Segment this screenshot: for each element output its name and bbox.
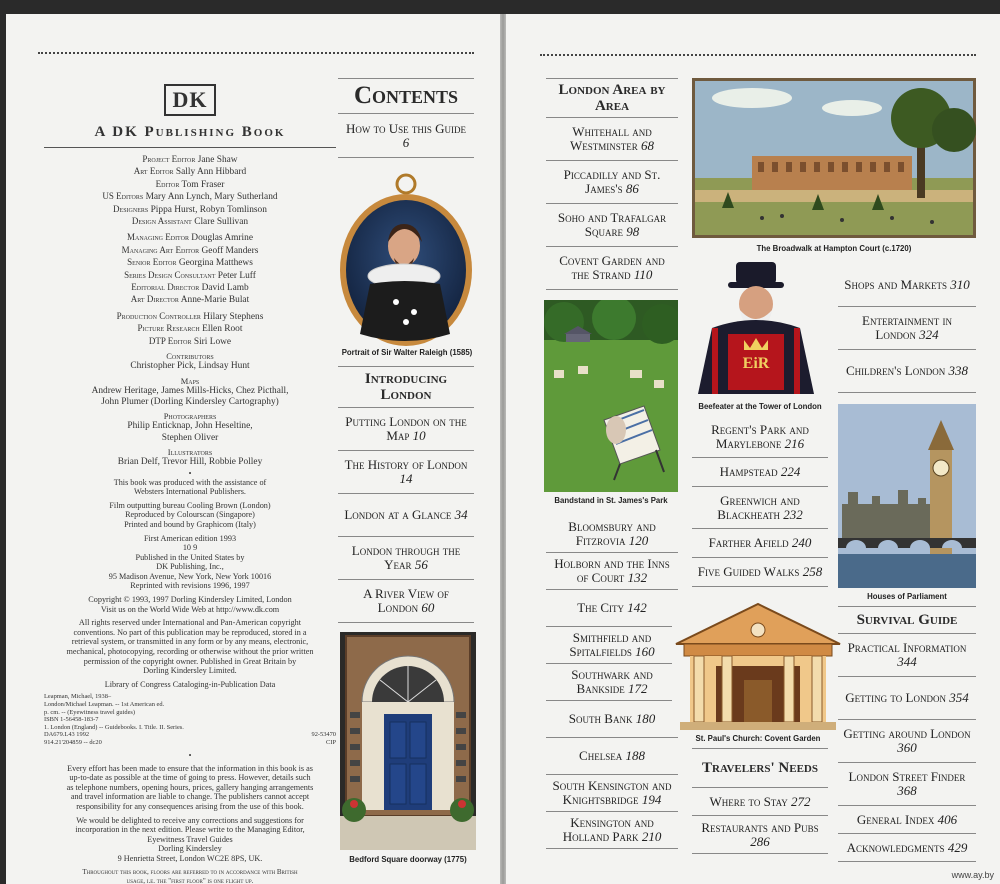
loc-heading: Library of Congress Cataloging-in-Publication Data	[104, 679, 276, 689]
credit-role: DTP Editor	[148, 335, 192, 346]
toc-page: 224	[780, 464, 801, 479]
toc-entry-how-to-use[interactable]	[338, 114, 474, 158]
toc-entry[interactable]	[546, 553, 678, 590]
would-line-4: Dorling Kindersley	[158, 844, 222, 854]
credit-name: Douglas Amrine	[191, 233, 254, 244]
produced-line-1: This book was produced with the assistance of	[113, 477, 267, 487]
st-pauls-caption: St. Paul's Church: Covent Garden	[695, 734, 821, 743]
credit-line	[44, 270, 336, 282]
credits-list	[44, 154, 336, 348]
toc-entry[interactable]	[838, 307, 976, 350]
column-3-top	[838, 264, 976, 393]
toc-label: Entertainment in London	[862, 313, 952, 342]
credit-name: Hilary Stephens	[203, 311, 264, 322]
toc-page: 240	[791, 535, 812, 550]
toc-label: Southwark and Bankside	[571, 667, 653, 696]
toc-page: 194	[641, 792, 662, 807]
toc-entry[interactable]	[692, 416, 828, 458]
parliament-photo	[838, 404, 976, 588]
toc-page: 56	[414, 557, 428, 572]
right-page	[506, 14, 1000, 884]
credit-name: Tom Fraser	[181, 179, 225, 190]
toc-entry[interactable]	[338, 537, 474, 580]
travelers-list	[692, 788, 828, 854]
beefeater-caption: Beefeater at the Tower of London	[698, 402, 822, 411]
credit-line	[44, 323, 336, 335]
toc-page: 142	[627, 600, 647, 615]
credit-role: Production Controller	[116, 310, 201, 321]
toc-entry[interactable]	[546, 247, 678, 290]
cip-line: 1. London (England) -- Guidebooks. I. Title. II. Series.	[44, 723, 184, 731]
toc-entry[interactable]	[838, 350, 976, 393]
toc-label: Children's London	[846, 363, 946, 378]
rights-line-1: All rights reserved under International and Pan-American copyright	[78, 618, 302, 628]
toc-page: 160	[635, 644, 655, 659]
introducing-list	[338, 408, 474, 623]
credit-name: Georgina Matthews	[178, 258, 253, 269]
area-column-1b	[546, 516, 678, 849]
area-list-1b	[546, 516, 678, 849]
would-line-2: incorporation in the next edition. Please write to the Managing Editor,	[75, 825, 305, 835]
floors-footnote-1: Throughout this book, floors are referred to in accordance with British	[82, 867, 298, 876]
toc-entry[interactable]	[838, 677, 976, 720]
toc-page: 310	[950, 277, 970, 292]
bedford-caption: Bedford Square doorway (1775)	[349, 855, 467, 864]
produced-line-2: Websters International Publishers.	[134, 487, 246, 497]
toc-page: 368	[897, 783, 917, 798]
introducing-column	[338, 366, 474, 623]
credit-line	[44, 154, 336, 166]
toc-page: 406	[937, 811, 958, 827]
every-line-1: Every effort has been made to ensure that the information in this book is as	[67, 763, 313, 773]
toc-entry[interactable]	[838, 634, 976, 677]
credit-line	[44, 232, 336, 244]
toc-entry[interactable]	[546, 701, 678, 738]
toc-page: 338	[948, 363, 968, 378]
film-line-3: Printed and bound by Graphicom (Italy)	[124, 519, 256, 529]
toc-page: 6	[402, 134, 410, 150]
toc-label: South Kensington and Knightsbridge	[552, 778, 672, 807]
toc-page: 132	[627, 570, 648, 585]
toc-page: 232	[783, 506, 803, 522]
edition-line-1: First American edition 1993	[143, 533, 237, 543]
credit-name: Mary Ann Lynch, Mary Sutherland	[145, 192, 278, 203]
st-pauls-church-drawing	[672, 602, 844, 732]
film-line-2: Reproduced by Colourscan (Singapore)	[125, 510, 255, 520]
credit-role: Managing Art Editor	[121, 244, 200, 255]
toc-label: Covent Garden and the Strand	[559, 253, 665, 282]
would-line-1: We would be delighted to receive any corrections and suggestions for	[76, 815, 304, 825]
credit-line	[44, 282, 336, 294]
raleigh-portrait	[336, 172, 476, 348]
maps-names-2: John Plumer (Dorling Kindersley Cartography)	[101, 396, 279, 407]
toc-page: 172	[627, 681, 648, 696]
cip-line: CIP	[326, 738, 336, 746]
floors-footnote-2: usage, i.e. the "first floor" is one flight up.	[126, 876, 254, 884]
toc-label: General Index	[856, 811, 935, 827]
credit-name: Jane Shaw	[197, 155, 238, 165]
toc-label: Farther Afield	[708, 535, 789, 550]
edition-line-6: Reprinted with revisions 1996, 1997	[130, 581, 250, 591]
toc-entry[interactable]	[692, 816, 828, 854]
bullet-1: •	[188, 468, 192, 478]
maps-heading: Maps	[180, 375, 200, 386]
cip-line: 92-53470	[311, 731, 336, 739]
toc-page: 429	[947, 839, 968, 855]
credit-name: Sally Ann Hibbard	[175, 167, 247, 178]
credit-line	[44, 245, 336, 257]
toc-label: Bloomsbury and Fitzrovia	[568, 519, 656, 548]
toc-entry[interactable]	[692, 788, 828, 816]
edition-line-3: Published in the United States by	[135, 552, 245, 562]
toc-page: 86	[625, 181, 639, 196]
toc-page: 110	[633, 267, 653, 282]
toc-page: 324	[919, 327, 939, 342]
credit-line	[44, 179, 336, 191]
toc-entry[interactable]	[838, 806, 976, 834]
credit-line	[44, 336, 336, 348]
toc-page: 286	[750, 833, 770, 849]
contents-heading	[338, 78, 474, 114]
toc-label: Whitehall and Westminster	[569, 124, 652, 153]
copyright-line-2: Visit us on the World Wide Web at http://www.dk.com	[100, 604, 280, 614]
toc-page: 10	[412, 428, 426, 443]
toc-label: Acknowledgments	[846, 839, 945, 855]
area-list-2	[692, 416, 828, 587]
toc-label: Putting London on the Map	[345, 414, 467, 443]
toc-page: 354	[949, 690, 969, 705]
credit-role: Editorial Director	[131, 282, 200, 293]
toc-entry[interactable]	[546, 664, 678, 701]
toc-page: 344	[897, 654, 917, 669]
dk-logo: DK	[164, 84, 216, 116]
toc-page: 210	[641, 829, 662, 844]
toc-entry[interactable]	[546, 738, 678, 775]
rights-line-2: conventions. No part of this publication may be reproduced, stored in a	[73, 627, 307, 637]
publisher-title: A DK Publishing Book	[44, 124, 336, 148]
credit-name: Siri Lowe	[193, 336, 232, 347]
toc-entry[interactable]	[838, 264, 976, 307]
top-dotted-rule-right	[540, 54, 976, 56]
toc-entry[interactable]	[546, 590, 678, 627]
toc-label: London through the Year	[351, 543, 461, 572]
toc-label: Chelsea	[579, 748, 623, 763]
hampton-court-painting	[692, 78, 976, 238]
area-list-1a	[546, 118, 678, 290]
toc-page: 188	[625, 748, 645, 763]
illustrators-heading: Illustrators	[167, 447, 213, 458]
toc-page: 360	[897, 740, 917, 755]
left-page	[6, 14, 500, 884]
bandstand-photo	[544, 300, 678, 492]
toc-label: Soho and Trafalgar Square	[557, 210, 667, 239]
toc-label: The City	[577, 600, 625, 615]
toc-entry[interactable]	[546, 516, 678, 553]
every-line-5: responsibility for any consequences arising from the use of this book.	[76, 801, 304, 811]
toc-entry[interactable]	[546, 204, 678, 247]
illustrators-names: Brian Delf, Trevor Hill, Robbie Polley	[117, 457, 263, 468]
toc-label: Hampstead	[719, 464, 778, 479]
credit-name: Peter Luff	[217, 270, 256, 281]
introducing-heading: Introducing London	[338, 366, 474, 408]
toc-label: Greenwich and Blackheath	[717, 492, 800, 522]
toc-entry[interactable]	[546, 812, 678, 849]
copyright-line-1: Copyright © 1993, 1997 Dorling Kindersley Limited, London	[88, 595, 292, 605]
rights-line-4: mechanical, photocopying, recording or otherwise without the prior written	[66, 647, 314, 657]
toc-label: Five Guided Walks	[697, 564, 800, 579]
svg-text:EiR: EiR	[742, 355, 770, 372]
credit-role: Picture Research	[137, 323, 200, 334]
credit-line	[44, 204, 336, 216]
toc-page: 272	[791, 793, 811, 809]
area-column-2	[692, 416, 828, 587]
credit-line	[44, 257, 336, 269]
raleigh-caption: Portrait of Sir Walter Raleigh (1585)	[341, 348, 473, 357]
toc-entry[interactable]	[692, 487, 828, 529]
credit-role: Editor	[155, 178, 180, 189]
toc-label: How to Use this Guide	[346, 120, 466, 136]
area-by-area-heading: London Area by Area	[546, 78, 678, 118]
credit-line	[44, 216, 336, 228]
toc-page: 180	[635, 711, 656, 726]
toc-page: 68	[641, 138, 655, 153]
credit-name: Pippa Hurst, Robyn Tomlinson	[150, 204, 267, 215]
cip-line: 914.21'204859 -- dc20	[44, 738, 102, 746]
toc-entry[interactable]	[546, 118, 678, 161]
credit-line	[44, 294, 336, 306]
bedford-doorway-photo	[340, 632, 476, 850]
toc-page: 258	[802, 564, 823, 579]
toc-entry[interactable]	[838, 763, 976, 806]
survival-list	[838, 634, 976, 862]
contents-column-left	[338, 78, 474, 158]
toc-label: Piccadilly and St. James's	[563, 167, 661, 196]
travelers-column	[692, 748, 828, 854]
toc-label: London at a Glance	[344, 507, 452, 522]
toc-label: Practical Information	[847, 640, 967, 655]
credit-name: Anne-Marie Bulat	[180, 295, 250, 306]
area-column-1	[546, 78, 678, 290]
cip-line: London/Michael Leapman. -- 1st American ed.	[44, 701, 165, 708]
cip-line: Leapman, Michael, 1938–	[44, 693, 112, 701]
toc-entry[interactable]	[692, 529, 828, 558]
toc-entry[interactable]	[338, 580, 474, 623]
would-line-3: Eyewitness Travel Guides	[147, 834, 233, 844]
hampton-caption: The Broadwalk at Hampton Court (c.1720)	[756, 244, 912, 253]
toc-label: Smithfield and Spitalfields	[569, 630, 652, 659]
toc-entry[interactable]	[546, 161, 678, 204]
maps-names: Andrew Heritage, James Mills-Hicks, Chez Picthall,	[91, 385, 289, 396]
credits-column	[44, 84, 336, 884]
credit-line	[44, 166, 336, 178]
credit-role: Art Director	[130, 294, 179, 305]
contributors-heading: Contributors	[166, 351, 214, 362]
edition-line-4: DK Publishing, Inc.,	[156, 562, 224, 572]
credit-role: Managing Editor	[126, 232, 189, 243]
toc-page: 216	[784, 435, 805, 451]
rights-line-3: retrieval system, or transmitted in any form or by any means, electronic,	[71, 637, 309, 647]
toc-entry[interactable]	[338, 451, 474, 494]
film-line-1: Film outputting bureau Cooling Brown (London)	[109, 500, 271, 510]
travelers-needs-heading: Travelers' Needs	[692, 748, 828, 788]
toc-entry[interactable]	[338, 494, 474, 537]
credit-line	[44, 191, 336, 203]
col3-top-list	[838, 264, 976, 393]
credit-role: Senior Editor	[127, 257, 177, 268]
toc-label: Getting around London	[843, 726, 971, 741]
toc-entry[interactable]	[692, 558, 828, 587]
every-line-3: as telephone numbers, opening hours, prices, gallery hanging arrangements	[66, 782, 314, 792]
cip-line: DA679.L43 1992	[44, 731, 90, 739]
toc-page: 60	[421, 600, 435, 615]
toc-label: Where to Stay	[709, 793, 788, 809]
edition-line-2: 10 9	[182, 543, 198, 553]
toc-label: Getting to London	[845, 690, 946, 705]
credit-role: Art Editor	[133, 166, 174, 177]
toc-label: Holborn and the Inns of Court	[554, 556, 670, 585]
toc-entry[interactable]	[838, 834, 976, 862]
bullet-2: •	[188, 750, 192, 760]
toc-label: Kensington and Holland Park	[562, 815, 654, 844]
toc-page: 120	[628, 533, 649, 548]
credit-name: David Lamb	[201, 283, 249, 294]
toc-label: South Bank	[568, 711, 633, 726]
credit-line	[44, 311, 336, 323]
credit-name: Clare Sullivan	[194, 217, 249, 228]
toc-entry[interactable]	[546, 775, 678, 812]
credit-role: Designers	[113, 203, 149, 214]
survival-guide-heading: Survival Guide	[838, 606, 976, 634]
bandstand-caption: Bandstand in St. James's Park	[554, 496, 668, 505]
photographers-names: Philip Enticknap, John Heseltine,	[127, 421, 253, 432]
credit-role: Design Assistant	[131, 216, 192, 227]
rights-line-5: permission of the copyright owner. Published in Great Britain by	[83, 656, 297, 666]
toc-label: The History of London	[344, 457, 468, 472]
credit-name: Ellen Root	[202, 324, 243, 335]
photographers-names-2: Stephen Oliver	[161, 432, 219, 443]
contents-title: Contents	[353, 82, 459, 109]
credit-name: Geoff Manders	[201, 245, 259, 256]
toc-entry[interactable]	[692, 458, 828, 487]
photographers-heading: Photographers	[163, 411, 217, 422]
contributors-names: Christopher Pick, Lindsay Hunt	[130, 361, 250, 372]
cip-line: ISBN 1-56458-183-7	[44, 716, 99, 724]
toc-label: Restaurants and Pubs	[701, 819, 819, 835]
toc-entry[interactable]	[838, 720, 976, 763]
parliament-caption: Houses of Parliament	[867, 592, 947, 601]
credit-role: Project Editor	[142, 154, 196, 164]
cip-line: p. cm. -- (Eyewitness travel guides)	[44, 708, 136, 716]
toc-page: 14	[399, 471, 413, 486]
edition-line-5: 95 Madison Avenue, New York, New York 10016	[108, 571, 272, 581]
beefeater-photo	[692, 258, 828, 398]
credit-role: Series Design Consultant	[124, 269, 216, 280]
toc-entry[interactable]	[338, 408, 474, 451]
survival-column	[838, 606, 976, 862]
credit-role: US Editors	[102, 191, 144, 202]
top-dotted-rule	[38, 52, 474, 54]
toc-page: 98	[626, 224, 640, 239]
every-line-2: up-to-date as possible at the time of going to press. However, details such	[69, 773, 311, 783]
toc-label: London Street Finder	[848, 769, 966, 784]
watermark: www.ay.by	[951, 870, 994, 880]
toc-label: Shops and Markets	[844, 277, 948, 292]
toc-label: Regent's Park and Marylebone	[711, 421, 809, 451]
toc-page: 34	[454, 507, 468, 522]
toc-label: A River View of London	[363, 586, 449, 615]
cip-block	[44, 693, 336, 746]
toc-entry[interactable]	[546, 627, 678, 664]
would-line-5: 9 Henrietta Street, London WC2E 8PS, UK.	[117, 853, 263, 863]
every-line-4: and travel information are liable to change. The publishers cannot accept	[70, 792, 310, 802]
rights-line-6: Dorling Kindersley Limited.	[143, 666, 237, 676]
